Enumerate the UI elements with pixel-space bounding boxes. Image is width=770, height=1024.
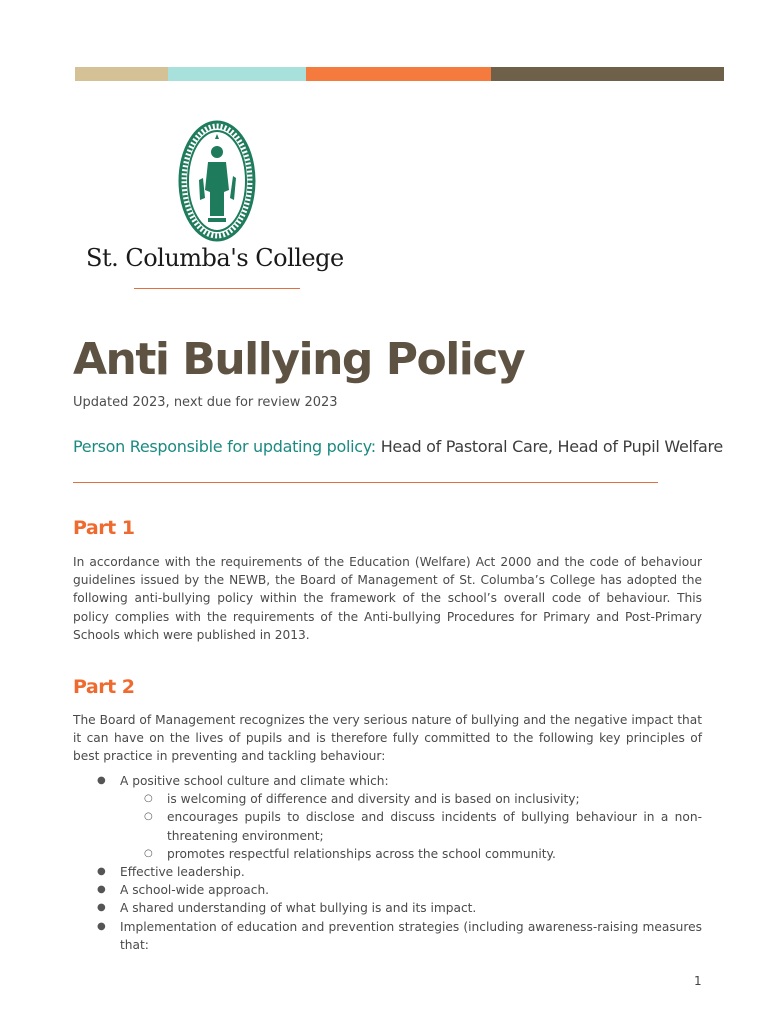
list-item bbox=[73, 918, 702, 954]
sub-list-item bbox=[120, 845, 702, 863]
list-item bbox=[73, 772, 702, 863]
document-title: Anti Bullying Policy bbox=[73, 334, 525, 385]
bullet-icon: ● bbox=[97, 920, 106, 932]
list-item-text: A shared understanding of what bullying is and its impact. bbox=[120, 901, 477, 916]
header-color-bar bbox=[75, 67, 724, 81]
bullet-icon: ● bbox=[97, 884, 106, 896]
part-1-paragraph: In accordance with the requirements of the Education (Welfare) Act 2000 and the code of behaviour guidelines issued by the NEWB, the Board of Management of St. Columba’s College has adopted the following anti-bullying policy within the framework of the school’s overall code of behaviour. This policy complies with the requirements of the Anti-bullying Procedures for Primary and Post-Primary Schools which were published in 2013. bbox=[73, 555, 702, 642]
color-bar-segment-brown bbox=[491, 67, 724, 81]
list-item-text: Implementation of education and prevention strategies (including awareness-raising measures that: bbox=[120, 919, 702, 952]
list-item-text: Effective leadership. bbox=[120, 865, 245, 880]
sub-list bbox=[120, 790, 702, 863]
page-number: 1 bbox=[694, 974, 702, 988]
sub-list-item bbox=[120, 808, 702, 844]
part-2-heading: Part 2 bbox=[73, 676, 135, 698]
color-bar-segment-tan bbox=[75, 67, 168, 81]
sub-list-item bbox=[120, 790, 702, 808]
college-seal-icon bbox=[178, 120, 256, 242]
color-bar-segment-orange bbox=[306, 67, 491, 81]
section-divider bbox=[73, 482, 658, 483]
circle-bullet-icon: ○ bbox=[144, 811, 153, 823]
circle-bullet-icon: ○ bbox=[144, 793, 153, 805]
sub-list-item-text: is welcoming of difference and diversity and is based on inclusivity; bbox=[167, 792, 580, 807]
logo-underline bbox=[134, 288, 300, 289]
sub-list-item-text: encourages pupils to disclose and discuss incidents of bullying behaviour in a non-threatening environment; bbox=[167, 810, 702, 843]
list-item-text: A school-wide approach. bbox=[120, 883, 270, 898]
color-bar-segment-aqua bbox=[168, 67, 306, 81]
part-2-paragraph: The Board of Management recognizes the very serious nature of bullying and the negative impact that it can have on the lives of pupils and is therefore fully committed to the following key principles of best practice in preventing and tackling behaviour: bbox=[73, 713, 702, 764]
sub-list-item-text: promotes respectful relationships across the school community. bbox=[167, 846, 556, 861]
responsible-label: Person Responsible for updating policy: bbox=[73, 437, 376, 456]
principles-list bbox=[73, 772, 702, 954]
list-item-text: A positive school culture and climate which: bbox=[120, 774, 389, 788]
list-item bbox=[73, 899, 702, 917]
bullet-icon: ● bbox=[97, 902, 106, 914]
part-1-heading: Part 1 bbox=[73, 517, 135, 539]
document-subtitle: Updated 2023, next due for review 2023 bbox=[73, 395, 338, 410]
bullet-icon: ● bbox=[97, 775, 106, 786]
responsible-value: Head of Pastoral Care, Head of Pupil Welfare bbox=[375, 437, 723, 456]
list-item bbox=[73, 863, 702, 881]
responsible-line bbox=[73, 437, 723, 456]
circle-bullet-icon: ○ bbox=[144, 847, 153, 859]
college-name: St. Columba's College bbox=[86, 244, 344, 272]
bullet-icon: ● bbox=[97, 866, 106, 878]
list-item bbox=[73, 881, 702, 899]
